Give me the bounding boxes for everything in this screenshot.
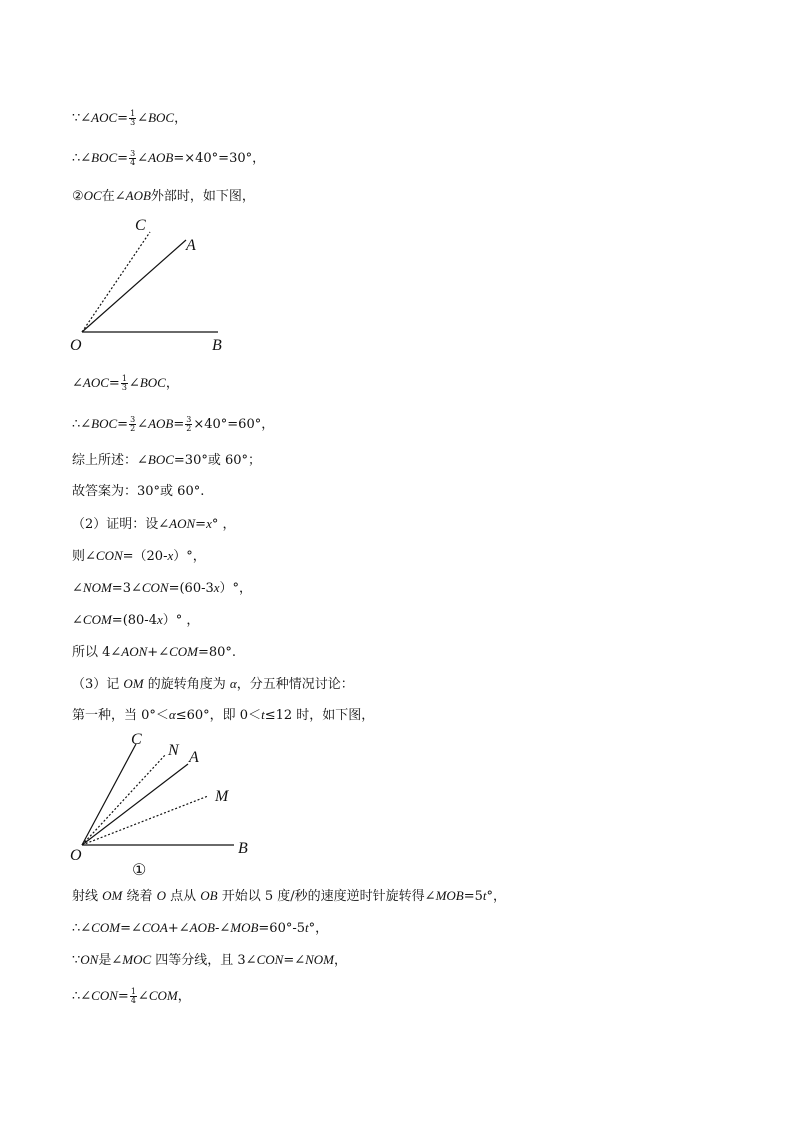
text: ∵∠ — [72, 111, 92, 126]
text-line-17 — [72, 952, 347, 969]
text: ， — [165, 376, 179, 391]
text-line-12 — [72, 644, 236, 661]
text-line-6 — [72, 452, 261, 469]
text: +∠ — [167, 921, 190, 936]
text-line-18 — [72, 988, 191, 1005]
text: （3）记 — [72, 677, 124, 692]
var: BOC — [148, 110, 175, 125]
text: °， — [308, 921, 329, 936]
text: ， — [174, 111, 188, 126]
var: COM — [169, 644, 198, 659]
var: OM — [102, 888, 123, 903]
ray-oc-dotted — [82, 232, 150, 332]
figure-case-one — [66, 728, 266, 883]
label-o: O — [70, 847, 82, 864]
text: = — [173, 417, 185, 432]
figure-caption: ① — [132, 862, 147, 879]
figure-angle-aoc-outside — [66, 212, 236, 357]
var: t — [305, 920, 309, 935]
text: ∠ — [128, 376, 140, 391]
var: α — [168, 707, 176, 722]
text: ∠ — [137, 417, 149, 432]
var: BOC — [147, 452, 174, 467]
text: ）°， — [173, 549, 206, 564]
text: 开始以 5 度/秒的速度逆时针旋转得∠ — [217, 889, 436, 904]
numerator: 1 — [130, 987, 136, 996]
text: 射线 — [72, 889, 103, 904]
var: AON — [121, 644, 148, 659]
label-m: M — [215, 788, 229, 805]
denominator: 2 — [186, 424, 192, 433]
text: 第一种，当 0°＜ — [72, 708, 169, 723]
denominator: 4 — [130, 996, 136, 1005]
ray-oa — [82, 764, 188, 845]
var: CON — [141, 580, 169, 595]
var: CON — [256, 952, 284, 967]
text: 综上所述：∠ — [72, 453, 148, 468]
var: BOC — [91, 150, 118, 165]
var: ON — [80, 952, 99, 967]
var: MOB — [435, 888, 464, 903]
fraction — [129, 416, 136, 433]
var: COM — [91, 920, 121, 935]
text: 故答案为：30°或 60°. — [72, 484, 205, 499]
text: 的旋转角度为 — [143, 677, 230, 692]
var: AON — [169, 516, 196, 531]
var: OB — [200, 888, 218, 903]
text: ° ， — [211, 517, 236, 532]
text-line-7 — [72, 484, 204, 500]
label-n: N — [168, 742, 179, 759]
label-a: A — [186, 237, 196, 254]
numerator: 3 — [186, 415, 192, 424]
denominator: 3 — [130, 118, 136, 127]
text: = — [108, 376, 120, 391]
var: AOB — [189, 920, 215, 935]
text: ， — [334, 953, 348, 968]
text: ）° ， — [162, 613, 200, 628]
var: MOB — [230, 920, 259, 935]
text: （2）证明：设∠ — [72, 517, 170, 532]
fraction — [129, 110, 136, 127]
text: ∴∠ — [72, 151, 92, 166]
denominator: 3 — [121, 383, 127, 392]
var: BOC — [139, 375, 166, 390]
var: AOC — [82, 375, 109, 390]
numerator: 1 — [130, 109, 136, 118]
var: O — [156, 888, 167, 903]
var: AOC — [91, 110, 118, 125]
var: NOM — [82, 580, 112, 595]
text-line-3 — [72, 188, 255, 205]
text: ，分五种情况讨论： — [236, 677, 354, 692]
text: ∠ — [137, 989, 149, 1004]
text: ∠ — [72, 376, 83, 391]
text-line-8 — [72, 516, 236, 533]
text-line-9 — [72, 548, 206, 565]
text: 则∠ — [72, 549, 96, 564]
fraction — [121, 375, 128, 392]
var: COM — [148, 988, 178, 1003]
text-line-14 — [72, 707, 374, 724]
text: ≤12 时，如下图， — [264, 708, 375, 723]
denominator: 4 — [130, 158, 136, 167]
text-line-2 — [72, 150, 265, 167]
text: =60°-5 — [258, 921, 306, 936]
label-c: C — [131, 731, 142, 748]
text: ∠ — [137, 111, 149, 126]
text: =∠ — [283, 953, 306, 968]
text: = — [117, 417, 129, 432]
text-line-15 — [72, 888, 506, 905]
label-c: C — [135, 217, 146, 234]
text: =(60-3 — [168, 581, 214, 596]
fraction — [129, 150, 136, 167]
text: 四等分线，且 3∠ — [151, 953, 257, 968]
var: AOB — [125, 188, 151, 203]
var: AOB — [148, 150, 174, 165]
text-line-4 — [72, 375, 179, 392]
text: = — [117, 111, 129, 126]
var: x — [213, 580, 220, 595]
label-a: A — [189, 749, 199, 766]
text: ∠ — [72, 581, 83, 596]
var: AOB — [148, 416, 174, 431]
text-line-1 — [72, 110, 187, 127]
text-line-5 — [72, 416, 274, 433]
var: MOC — [122, 952, 152, 967]
text-line-10 — [72, 580, 252, 597]
text: 外部时，如下图， — [150, 189, 255, 204]
text: ∠ — [137, 151, 149, 166]
text: 绕着 — [122, 889, 157, 904]
text: =（20- — [122, 549, 168, 564]
text: = — [117, 989, 129, 1004]
text: ∴∠ — [72, 921, 92, 936]
fraction — [130, 988, 137, 1005]
text: 在∠ — [101, 189, 126, 204]
var: OC — [83, 188, 102, 203]
var: CON — [91, 988, 118, 1003]
text-line-13 — [72, 676, 354, 693]
numerator: 1 — [121, 374, 127, 383]
text: ×40°=60°， — [193, 417, 275, 432]
text: ∴∠ — [72, 417, 92, 432]
text: ∴∠ — [72, 989, 92, 1004]
var: OM — [123, 676, 144, 691]
var: x — [156, 612, 163, 627]
text: ， — [177, 989, 191, 1004]
text: ∵ — [72, 953, 81, 968]
text: =5 — [463, 889, 483, 904]
text: =×40°=30°， — [173, 151, 266, 166]
text: ∠ — [72, 613, 83, 628]
text: °， — [486, 889, 507, 904]
text: = — [117, 151, 129, 166]
label-b: B — [238, 840, 248, 857]
var: α — [229, 676, 237, 691]
var: x — [167, 548, 174, 563]
var: COA — [141, 920, 168, 935]
text: ② — [72, 189, 84, 204]
text: =∠ — [120, 921, 142, 936]
text: +∠ — [147, 645, 170, 660]
ray-om-dotted — [82, 796, 208, 845]
var: COM — [82, 612, 112, 627]
text: =3∠ — [111, 581, 142, 596]
var: NOM — [305, 952, 334, 967]
text-line-16 — [72, 920, 328, 937]
text: = — [195, 517, 207, 532]
text-line-11 — [72, 612, 199, 629]
text: 是∠ — [98, 953, 123, 968]
text: ≤60°，即 0＜ — [175, 708, 262, 723]
ray-oa — [82, 240, 186, 332]
var: x — [206, 516, 212, 531]
text: 点从 — [166, 889, 201, 904]
text: -∠ — [214, 921, 231, 936]
text: 所以 4∠ — [72, 645, 122, 660]
label-b: B — [212, 337, 222, 354]
numerator: 3 — [130, 149, 136, 158]
text: =(80-4 — [111, 613, 157, 628]
numerator: 3 — [130, 415, 136, 424]
var: CON — [95, 548, 123, 563]
text: ）°， — [219, 581, 253, 596]
var: BOC — [91, 416, 118, 431]
label-o: O — [70, 337, 82, 354]
text: =80°. — [197, 645, 237, 660]
var: t — [261, 707, 265, 722]
fraction — [185, 416, 192, 433]
denominator: 2 — [130, 424, 136, 433]
text: =30°或 60°； — [173, 453, 262, 468]
var: t — [482, 888, 487, 903]
